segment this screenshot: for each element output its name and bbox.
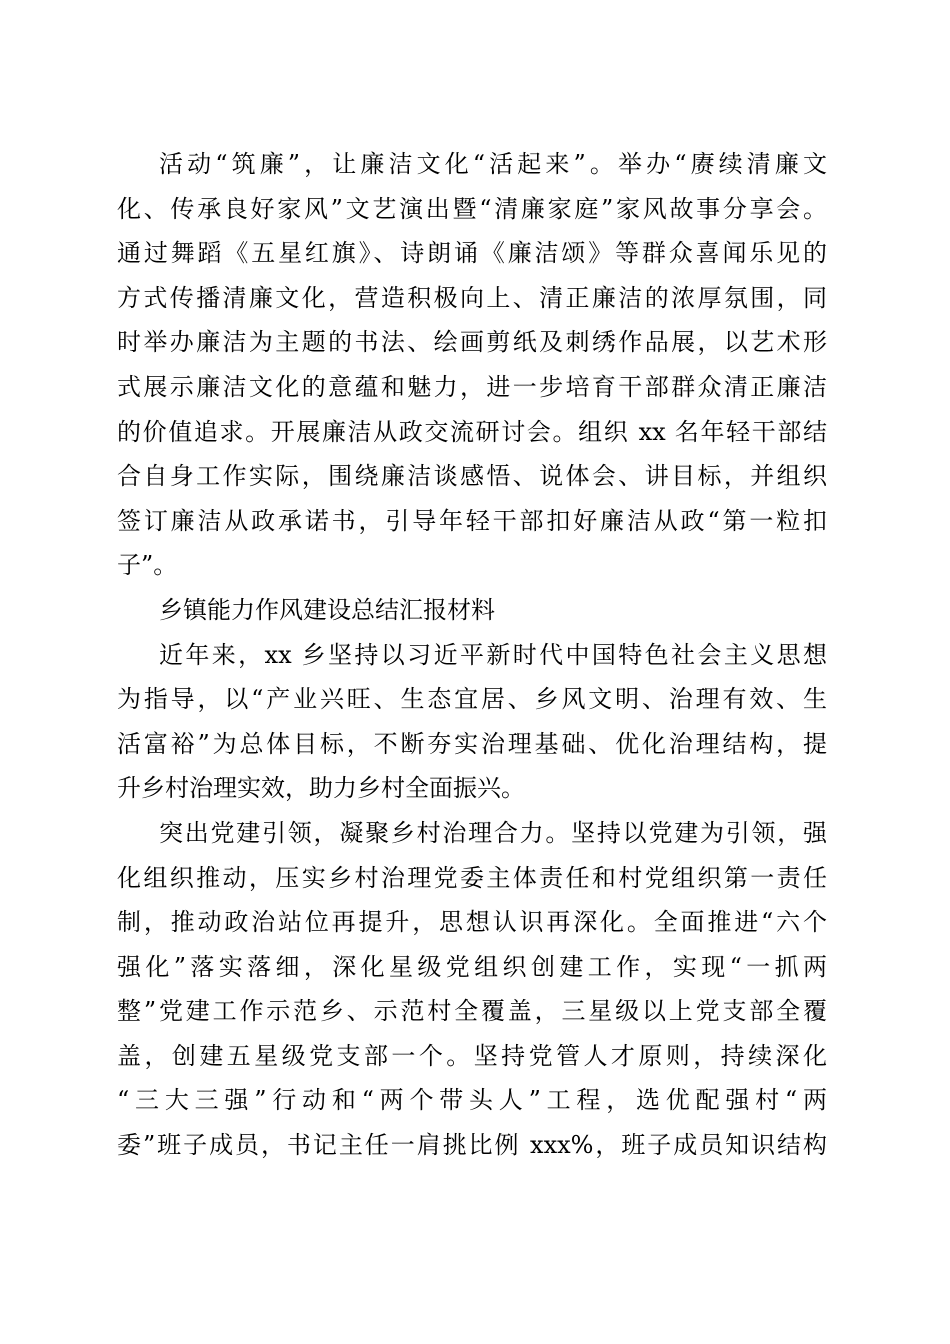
text-line: 化、传承良好家风”文艺演出暨“清廉家庭”家风故事分享会。 [117,194,827,223]
document-page [117,142,827,1168]
text-line: 近年来，xx 乡坚持以习近平新时代中国特色社会主义思想 [159,640,827,669]
title-line: 乡镇能力作风建设总结汇报材料 [159,595,495,624]
text-line: 方式传播清廉文化，营造积极向上、清正廉洁的浓厚氛围，同 [117,283,827,312]
text-line: 子”。 [117,551,178,580]
text-line: 的价值追求。开展廉洁从政交流研讨会。组织 xx 名年轻干部结 [117,417,827,446]
text-line: 活动“筑廉”，让廉洁文化“活起来”。举办“赓续清廉文 [159,150,827,178]
text-line: 盖，创建五星级党支部一个。坚持党管人才原则，持续深化 [117,1041,827,1070]
text-line: 为指导，以“产业兴旺、生态宜居、乡风文明、治理有效、生 [117,685,827,714]
text-line: “三大三强”行动和“两个带头人”工程，选优配强村“两 [117,1086,827,1115]
paragraph-party-building [117,811,827,1168]
text-line: 制，推动政治站位再提升，思想认识再深化。全面推进“六个 [117,908,827,937]
text-line: 突出党建引领，凝聚乡村治理合力。坚持以党建为引领，强 [159,818,827,847]
text-line: 合自身工作实际，围绕廉洁谈感悟、说体会、讲目标，并组织 [117,462,827,491]
text-line: 化组织推动，压实乡村治理党委主体责任和村党组织第一责任 [117,863,827,892]
text-line: 通过舞蹈《五星红旗》、诗朗诵《廉洁颂》等群众喜闻乐见的 [117,239,827,268]
section-title [117,588,827,633]
text-line: 活富裕”为总体目标，不断夯实治理基础、优化治理结构，提 [117,729,827,758]
text-line: 升乡村治理实效，助力乡村全面振兴。 [117,774,525,803]
paragraph-introduction [117,633,827,811]
text-line: 委”班子成员，书记主任一肩挑比例 xxx%，班子成员知识结构 [117,1131,827,1160]
text-line: 时举办廉洁为主题的书法、绘画剪纸及刺绣作品展，以艺术形 [117,328,827,357]
paragraph-anti-corruption-culture [117,142,827,588]
text-line: 整”党建工作示范乡、示范村全覆盖，三星级以上党支部全覆 [117,997,827,1026]
text-line: 签订廉洁从政承诺书，引导年轻干部扣好廉洁从政“第一粒扣 [117,506,827,535]
text-line: 强化”落实落细，深化星级党组织创建工作，实现“一抓两 [117,952,827,981]
text-line: 式展示廉洁文化的意蕴和魅力，进一步培育干部群众清正廉洁 [117,372,827,401]
